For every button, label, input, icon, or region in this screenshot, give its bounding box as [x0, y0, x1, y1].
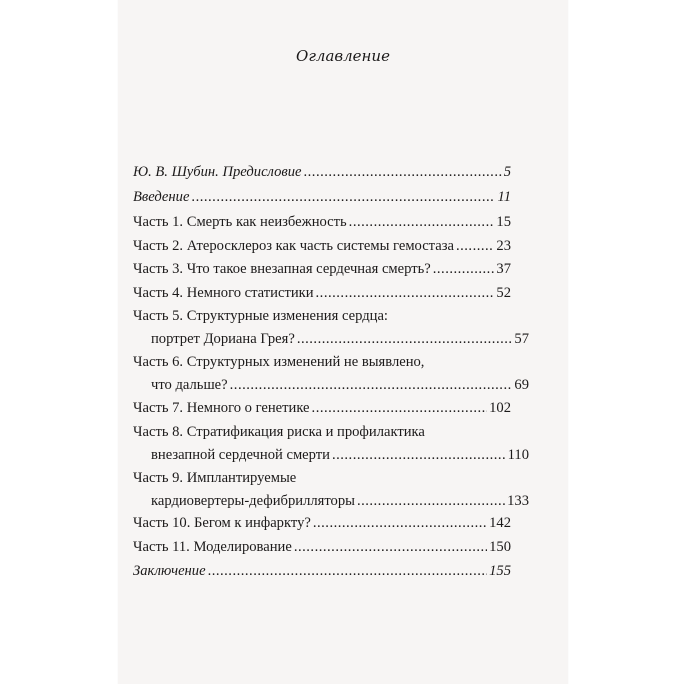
- toc-entry-text: внезапной сердечной смерти: [151, 447, 330, 463]
- toc-entry-text: Часть 8. Стратификация риска и профилактика: [133, 424, 425, 440]
- toc-entry-text: Часть 10. Бегом к инфаркту?: [133, 515, 311, 531]
- toc-page-number: 23: [496, 238, 511, 254]
- toc-entry-row: [133, 560, 511, 583]
- toc-entry-line: [133, 351, 511, 374]
- book-page: [118, 0, 568, 684]
- toc-page-number: 11: [497, 189, 511, 205]
- dot-leader: [230, 374, 513, 397]
- toc-entry: [133, 282, 511, 305]
- dot-leader: [332, 444, 506, 467]
- toc-entry-row: [133, 258, 511, 281]
- toc-entry-text: Заключение: [133, 563, 206, 579]
- toc-entry-row: [133, 444, 529, 467]
- toc-page-number: 133: [507, 493, 529, 509]
- toc-entry-row: [133, 397, 511, 420]
- dot-leader: [304, 161, 502, 184]
- toc-entry: [133, 512, 511, 535]
- toc-entry-line: [133, 421, 511, 444]
- dot-leader: [316, 282, 495, 305]
- toc-page-number: 102: [489, 400, 511, 416]
- toc-entry: [133, 211, 511, 234]
- toc-entry-row: [133, 512, 511, 535]
- toc-entry: [133, 397, 511, 420]
- toc-entry-text: Часть 6. Структурных изменений не выявлено,: [133, 354, 425, 370]
- dot-leader: [456, 235, 494, 258]
- toc-entry-row: [133, 161, 511, 184]
- toc-entry-row: [133, 186, 511, 209]
- toc-entry-row: [133, 211, 511, 234]
- toc-page-number: 142: [489, 515, 511, 531]
- toc-entry-text: Часть 9. Имплантируемые: [133, 470, 297, 486]
- toc-entry: [133, 258, 511, 281]
- toc-entry-text: кардиовертеры-дефибрилляторы: [151, 493, 355, 509]
- toc-page-number: 15: [496, 214, 511, 230]
- toc-entry-text: Часть 5. Структурные изменения сердца:: [133, 308, 388, 324]
- toc-entry: [133, 560, 511, 583]
- toc-entry: [133, 186, 511, 209]
- toc-page-number: 155: [489, 563, 511, 579]
- dot-leader: [433, 258, 495, 281]
- dot-leader: [208, 560, 488, 583]
- toc-page-number: 150: [489, 539, 511, 555]
- toc-entry-text: что дальше?: [151, 377, 228, 393]
- toc-entry-text: Часть 3. Что такое внезапная сердечная смерть?: [133, 261, 431, 277]
- toc-entry: [133, 421, 529, 467]
- page-title: Оглавление: [296, 47, 390, 65]
- toc-entry: [133, 351, 529, 397]
- toc-page-number: 110: [507, 447, 529, 463]
- toc-entry: [133, 305, 529, 351]
- toc-entry-line: [133, 467, 511, 490]
- toc-entry-text: Часть 11. Моделирование: [133, 539, 292, 555]
- toc-entry: [133, 467, 529, 513]
- dot-leader: [357, 490, 505, 513]
- toc-entry-text: Введение: [133, 189, 190, 205]
- toc-entry-row: [133, 282, 511, 305]
- dot-leader: [312, 397, 488, 420]
- toc-entry-text: Часть 7. Немного о генетике: [133, 400, 310, 416]
- toc-page-number: 37: [496, 261, 511, 277]
- toc-entry-row: [133, 536, 511, 559]
- dot-leader: [294, 536, 487, 559]
- toc-entry: [133, 235, 511, 258]
- dot-leader: [191, 186, 495, 209]
- toc-entry-row: [133, 490, 529, 513]
- dot-leader: [297, 328, 513, 351]
- toc-entry-row: [133, 328, 529, 351]
- dot-leader: [313, 512, 487, 535]
- toc-page-number: 5: [503, 164, 511, 180]
- toc-entry-text: Часть 1. Смерть как неизбежность: [133, 214, 347, 230]
- toc-entry-text: Часть 4. Немного статистики: [133, 285, 314, 301]
- toc-entry: [133, 161, 511, 184]
- toc-entry: [133, 536, 511, 559]
- toc-entry-text: Ю. В. Шубин. Предисловие: [133, 164, 302, 180]
- toc-page-number: 57: [514, 331, 529, 347]
- toc-entry-row: [133, 374, 529, 397]
- toc-entry-text: портрет Дориана Грея?: [151, 331, 295, 347]
- toc-entry-line: [133, 305, 511, 328]
- dot-leader: [349, 211, 495, 234]
- toc-page-number: 69: [514, 377, 529, 393]
- toc-entry-row: [133, 235, 511, 258]
- toc-page-number: 52: [496, 285, 511, 301]
- toc-entry-text: Часть 2. Атеросклероз как часть системы гемостаза: [133, 238, 454, 254]
